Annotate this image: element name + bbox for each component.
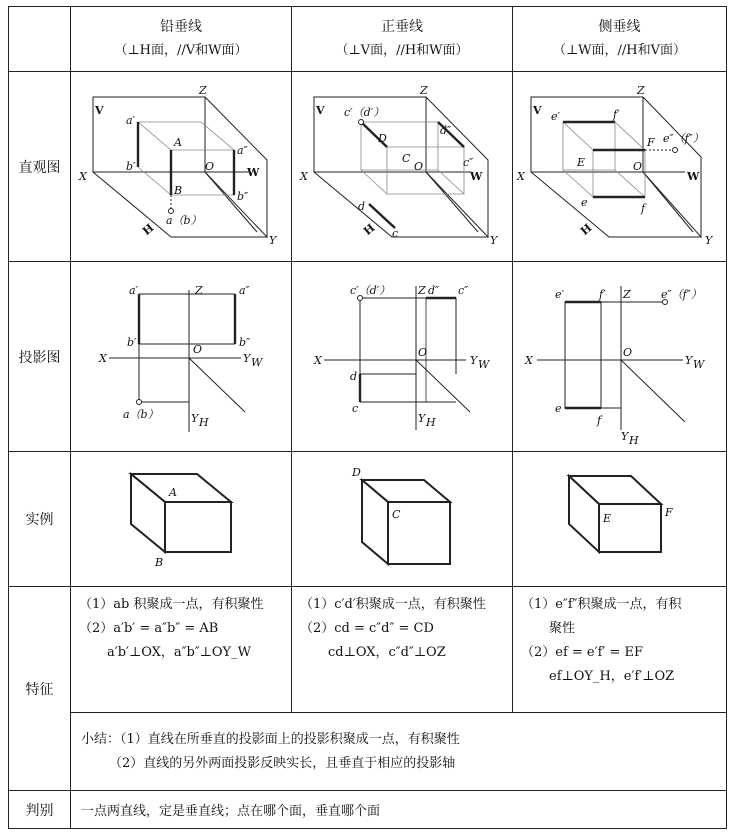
col1-intuitive-a1: a′ [126, 114, 136, 127]
col3-intuitive-Y: Y [705, 234, 713, 247]
col1-intuitive-diagram [71, 72, 292, 261]
col1-intuitive-cell [71, 72, 292, 262]
col2-intuitive-D: D [378, 132, 387, 145]
col3-header [513, 7, 727, 72]
col3-projection-cell [513, 262, 727, 452]
col1-intuitive-Z: Z [199, 84, 207, 97]
summary-cell [71, 713, 727, 791]
col1-proj-YH: Y [191, 412, 199, 425]
col3-proj-f1: f′ [599, 288, 606, 301]
col3-intuitive-e1: e′ [551, 110, 561, 123]
col1-intuitive-H: H [140, 221, 157, 238]
col3-subtitle: （⊥W面，//H和V面） [552, 43, 687, 58]
col1-proj-YH-sub: H [199, 416, 209, 429]
col3-proj-YH: Y [621, 430, 629, 443]
col1-intuitive-A: A [174, 136, 182, 149]
col2-intuitive-cd1: c′（d′） [344, 106, 385, 119]
col3-intuitive-e: e [581, 196, 588, 209]
col2-projection-cell [292, 262, 513, 452]
row-label-features: 特征 [9, 587, 71, 791]
row-label-intuitive: 直观图 [9, 72, 71, 262]
col3-feature-1: （1）e″f″积聚成一点，有积 [521, 597, 682, 612]
judgement-text: 一点两直线，定是垂直线；点在哪个面，垂直哪个面 [71, 791, 727, 829]
col1-intuitive-b2: b″ [237, 190, 249, 203]
col2-example-cell [292, 452, 513, 587]
header-row [9, 7, 727, 72]
col1-proj-a1: a′ [129, 284, 139, 297]
corner-cell [9, 7, 71, 72]
col3-example-box [513, 452, 727, 586]
col3-proj-e1: e′ [555, 288, 565, 301]
col3-intuitive-V: V [533, 104, 542, 117]
col3-example-E: E [603, 512, 612, 525]
col1-example-A: A [169, 486, 177, 499]
col2-intuitive-c2: c″ [463, 156, 474, 169]
col1-subtitle: （⊥H面，//V和W面） [114, 43, 248, 58]
col1-intuitive-X: X [79, 170, 87, 183]
col3-proj-Z: Z [623, 288, 631, 301]
col2-feature-2: （2）cd = c″d″ = CD [300, 621, 434, 636]
col3-intuitive-f1: f′ [613, 108, 620, 121]
col3-intuitive-O: O [633, 160, 643, 173]
col1-proj-b2: b″ [239, 336, 251, 349]
col2-proj-cd1: c′（d′） [350, 284, 391, 297]
col1-projection-diagram [71, 262, 292, 451]
col3-intuitive-cell [513, 72, 727, 262]
col3-title: 侧垂线 [598, 19, 641, 35]
col2-proj-Z: Z [418, 284, 426, 297]
col3-intuitive-W: W [687, 170, 700, 183]
row-label-projection: 投影图 [9, 262, 71, 452]
intuitive-row [9, 72, 727, 262]
judgement-row [9, 791, 727, 829]
col1-example-box [71, 452, 292, 586]
col1-intuitive-b1: b′ [126, 160, 136, 173]
features-row [9, 587, 727, 713]
col3-example-F: F [665, 506, 673, 519]
col2-example-D: D [352, 466, 361, 479]
summary-line-1: 小结：（1）直线在所垂直的投影面上的投影积聚成一点，有积聚性 [81, 731, 460, 747]
col3-intuitive-diagram [513, 72, 727, 261]
col3-intuitive-F: F [647, 136, 655, 149]
col1-intuitive-a2: a″ [237, 144, 248, 157]
col2-intuitive-diagram [292, 72, 513, 261]
col1-intuitive-O: O [205, 160, 215, 173]
col2-feature-3: cd⊥OX，c″d″⊥OZ [328, 645, 446, 660]
col3-proj-X: X [525, 354, 533, 367]
col3-intuitive-H: H [578, 221, 595, 238]
col1-proj-ab: a（b） [123, 408, 159, 421]
col1-header [71, 7, 292, 72]
col1-example-cell [71, 452, 292, 587]
col1-proj-a2: a″ [239, 284, 250, 297]
col2-header [292, 7, 513, 72]
col2-projection-diagram [292, 262, 513, 451]
col3-proj-O: O [623, 346, 633, 359]
col3-feature-1-cont: 聚性 [549, 621, 576, 636]
col1-title: 铅垂线 [160, 19, 202, 35]
col2-proj-c2: c″ [458, 284, 469, 297]
col2-proj-X: X [314, 354, 322, 367]
col3-proj-YW: Y [685, 354, 693, 367]
col3-features [513, 587, 727, 713]
row-label-example: 实例 [9, 452, 71, 587]
col1-feature-3: a′b′⊥OX，a″b″⊥OY_W [107, 645, 251, 660]
col3-feature-2: （2）ef = e′f′ = EF [521, 645, 644, 660]
col2-proj-YW: Y [470, 354, 478, 367]
col1-proj-O: O [193, 343, 203, 356]
col2-intuitive-d: d [358, 200, 366, 213]
col3-proj-f: f [597, 414, 602, 427]
col3-feature-3: ef⊥OY_H，e′f′⊥OZ [549, 669, 675, 684]
col2-intuitive-cell [292, 72, 513, 262]
col2-intuitive-C: C [402, 152, 411, 165]
col3-intuitive-X: X [517, 170, 525, 183]
col1-intuitive-ab: a（b） [166, 214, 202, 227]
row-label-judgement: 判别 [9, 791, 71, 829]
col2-proj-YH: Y [418, 412, 426, 425]
col3-proj-YH-sub: H [629, 434, 639, 447]
example-row [9, 452, 727, 587]
col2-intuitive-X: X [300, 170, 308, 183]
col2-title: 正垂线 [381, 19, 423, 35]
col1-proj-YW: Y [243, 352, 251, 365]
col2-proj-YH-sub: H [426, 416, 436, 429]
col2-intuitive-H: H [361, 221, 378, 238]
col2-intuitive-Y: Y [490, 234, 498, 247]
summary-row [9, 713, 727, 791]
col2-proj-d: d [350, 370, 358, 383]
col3-intuitive-ef2: e″（f″） [663, 132, 704, 145]
col3-intuitive-E: E [577, 156, 586, 169]
col2-intuitive-d2: d″ [440, 124, 452, 137]
col2-subtitle: （⊥V面，//H和W面） [335, 43, 469, 58]
col2-example-C: C [392, 508, 401, 521]
col2-intuitive-W: W [470, 170, 483, 183]
col1-proj-X: X [99, 352, 107, 365]
col3-intuitive-Z: Z [637, 84, 645, 97]
col2-intuitive-Z: Z [420, 84, 428, 97]
perpendicular-lines-table [8, 6, 727, 829]
col1-features [71, 587, 292, 713]
col1-feature-1: （1）ab 积聚成一点，有积聚性 [79, 597, 264, 612]
projection-row [9, 262, 727, 452]
col2-intuitive-V: V [316, 104, 325, 117]
col3-proj-ef2: e″（f″） [661, 288, 702, 301]
col3-intuitive-f: f [641, 202, 646, 215]
col1-proj-b1: b′ [127, 336, 137, 349]
col2-proj-d2: d″ [428, 284, 440, 297]
col1-feature-2: （2）a′b′ = a″b″ = AB [79, 621, 219, 636]
col3-proj-e: e [555, 402, 562, 415]
col2-proj-YW-sub: W [478, 358, 490, 371]
col2-proj-O: O [418, 346, 428, 359]
col2-proj-c: c [352, 402, 359, 415]
col1-intuitive-V: V [95, 104, 104, 117]
col1-intuitive-W: W [247, 166, 260, 179]
col3-projection-diagram [513, 262, 727, 451]
col3-proj-YW-sub: W [693, 358, 705, 371]
col1-projection-cell [71, 262, 292, 452]
col3-example-cell [513, 452, 727, 587]
col1-proj-Z: Z [195, 284, 203, 297]
col2-features [292, 587, 513, 713]
col2-intuitive-c: c [392, 227, 399, 240]
col2-feature-1: （1）c′d′积聚成一点，有积聚性 [300, 597, 486, 612]
col1-intuitive-Y: Y [269, 234, 277, 247]
col1-intuitive-B: B [174, 184, 183, 197]
col1-proj-YW-sub: W [251, 356, 263, 369]
col2-intuitive-O: O [414, 160, 424, 173]
summary-line-2: （2）直线的另外两面投影反映实长，且垂直于相应的投影轴 [109, 755, 456, 771]
col1-example-B: B [155, 556, 164, 569]
col2-example-box [292, 452, 513, 586]
